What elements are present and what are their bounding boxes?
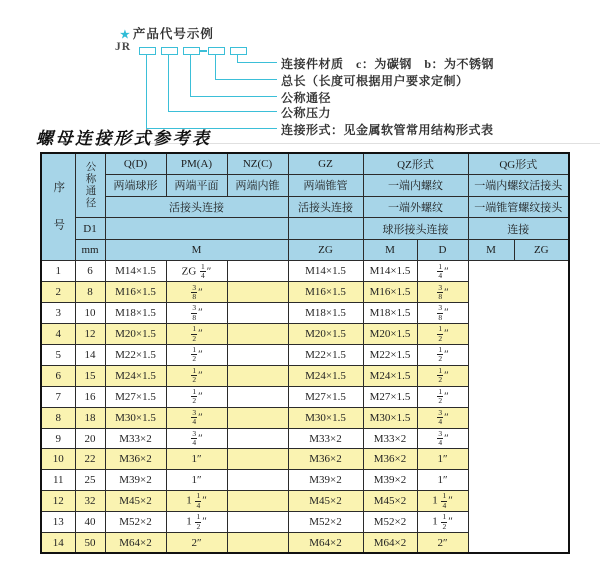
cell-m: M36×2	[105, 449, 166, 470]
cell-qz-m	[227, 512, 288, 533]
cell-zg: 1 $\frac{1}{2}$ ″	[166, 512, 227, 533]
header-gz-type: 两端锥管	[288, 175, 363, 197]
cell-m: M30×1.5	[105, 407, 166, 428]
cell-seq: 6	[41, 365, 75, 386]
connector-line	[215, 54, 216, 79]
connector-line	[168, 54, 169, 111]
cell-m: M22×1.5	[105, 345, 166, 366]
diagram-heading-text: 产品代号示例	[132, 27, 214, 41]
cell-seq: 12	[41, 491, 75, 512]
cell-qz-m	[227, 491, 288, 512]
cell-zg: $\frac{1}{2}$ ″	[166, 324, 227, 345]
cell-m: M14×1.5	[105, 261, 166, 282]
cell-qg-m: M18×1.5	[363, 303, 417, 324]
cell-qz-d: M33×2	[288, 428, 363, 449]
cell-dn: 32	[75, 491, 105, 512]
cell-seq: 5	[41, 345, 75, 366]
cell-qz-m	[227, 303, 288, 324]
cell-zg: $\frac{1}{2}$ ″	[166, 365, 227, 386]
header-qz-type2: 一端外螺纹	[363, 196, 468, 218]
cell-seq: 11	[41, 470, 75, 491]
connector-line	[190, 96, 277, 97]
cell-dn: 20	[75, 428, 105, 449]
cell-qz-d: M52×2	[288, 512, 363, 533]
table-row	[41, 282, 569, 303]
cell-qg-zg: $\frac{3}{8}$ ″	[417, 282, 468, 303]
cell-seq: 7	[41, 386, 75, 407]
header-pm: PM(A)	[166, 153, 227, 175]
cell-m: M33×2	[105, 428, 166, 449]
cell-qz-m	[227, 470, 288, 491]
cell-qg-zg: $\frac{1}{2}$ ″	[417, 324, 468, 345]
header-m-thread: M	[105, 239, 288, 261]
code-legend-item: 连接件材质 c：为碳钢 b：为不锈钢	[281, 57, 495, 71]
table-row	[41, 407, 569, 428]
header-dn: 公称通径	[75, 153, 105, 218]
table-row	[41, 491, 569, 512]
header-gz-connection: 活接头连接	[288, 196, 363, 218]
cell-dn: 22	[75, 449, 105, 470]
header-qz-type1: 一端内螺纹	[363, 175, 468, 197]
cell-qg-zg: $\frac{3}{4}$ ″	[417, 428, 468, 449]
cell-qg-m: M27×1.5	[363, 386, 417, 407]
connector-line	[237, 62, 277, 63]
page-title: 螺母连接形式参考表	[36, 129, 212, 148]
cell-qg-zg: $\frac{3}{8}$ ″	[417, 303, 468, 324]
cell-dn: 16	[75, 386, 105, 407]
cell-qz-d: M14×1.5	[288, 261, 363, 282]
cell-dn: 14	[75, 345, 105, 366]
cell-qz-d: M27×1.5	[288, 386, 363, 407]
cell-qz-d: M45×2	[288, 491, 363, 512]
cell-qz-d: M18×1.5	[288, 303, 363, 324]
cell-qz-d: M30×1.5	[288, 407, 363, 428]
connector-line	[237, 54, 238, 62]
header-qg-type2: 一端锥管螺纹接头	[468, 196, 569, 218]
cell-dn: 15	[75, 365, 105, 386]
table-row	[41, 533, 569, 554]
cell-qz-d: M24×1.5	[288, 365, 363, 386]
cell-zg: 1″	[166, 470, 227, 491]
header-gz: GZ	[288, 153, 363, 175]
cell-seq: 10	[41, 449, 75, 470]
code-box	[161, 47, 178, 55]
header-nz-type: 两端内锥	[227, 175, 288, 197]
connector-line	[190, 54, 191, 96]
cell-seq: 3	[41, 303, 75, 324]
cell-qz-d: M16×1.5	[288, 282, 363, 303]
cell-qg-zg: 2″	[417, 533, 468, 554]
cell-dn: 8	[75, 282, 105, 303]
cell-zg: 1 $\frac{1}{4}$ ″	[166, 491, 227, 512]
code-box	[183, 47, 200, 55]
table-row	[41, 470, 569, 491]
cell-qz-d: M64×2	[288, 533, 363, 554]
cell-dn: 12	[75, 324, 105, 345]
cell-qg-m: M20×1.5	[363, 324, 417, 345]
header-qz-m: M	[363, 239, 417, 261]
cell-qg-m: M52×2	[363, 512, 417, 533]
cell-seq: 9	[41, 428, 75, 449]
code-legend-item: 连接形式：见金属软管常用结构形式表	[281, 123, 494, 137]
header-empty	[288, 218, 363, 240]
header-mm: mm	[75, 239, 105, 261]
cell-qz-m	[227, 407, 288, 428]
code-legend-item: 公称通径	[281, 91, 332, 105]
table-row	[41, 449, 569, 470]
header-empty	[105, 218, 288, 240]
cell-qg-m: M64×2	[363, 533, 417, 554]
cell-qg-m: M24×1.5	[363, 365, 417, 386]
cell-qz-m	[227, 365, 288, 386]
cell-qz-m	[227, 428, 288, 449]
star-icon: ★	[120, 29, 131, 41]
cell-qg-m: M14×1.5	[363, 261, 417, 282]
cell-zg: $\frac{1}{2}$ ″	[166, 345, 227, 366]
table-header	[41, 153, 569, 261]
code-prefix: JR	[115, 41, 132, 53]
header-qg-form: QG形式	[468, 153, 569, 175]
table-row	[41, 345, 569, 366]
code-box	[230, 47, 247, 55]
cell-seq: 4	[41, 324, 75, 345]
cell-qg-m: M36×2	[363, 449, 417, 470]
cell-zg: ZG $\frac{1}{4}$ ″	[166, 261, 227, 282]
cell-m: M27×1.5	[105, 386, 166, 407]
code-dash	[199, 50, 207, 52]
cell-seq: 13	[41, 512, 75, 533]
cell-qg-zg: $\frac{1}{4}$ ″	[417, 261, 468, 282]
cell-dn: 18	[75, 407, 105, 428]
cell-seq: 2	[41, 282, 75, 303]
cell-m: M39×2	[105, 470, 166, 491]
cell-qz-m	[227, 324, 288, 345]
diagram-heading	[120, 24, 214, 42]
cell-zg: $\frac{3}{4}$ ″	[166, 428, 227, 449]
connector-line	[168, 111, 277, 112]
cell-qz-d: M22×1.5	[288, 345, 363, 366]
cell-m: M20×1.5	[105, 324, 166, 345]
cell-qg-zg: $\frac{1}{2}$ ″	[417, 386, 468, 407]
cell-dn: 50	[75, 533, 105, 554]
cell-seq: 1	[41, 261, 75, 282]
cell-m: M24×1.5	[105, 365, 166, 386]
cell-seq: 14	[41, 533, 75, 554]
cell-qz-m	[227, 533, 288, 554]
cell-qg-m: M33×2	[363, 428, 417, 449]
cell-qz-m	[227, 345, 288, 366]
header-q: Q(D)	[105, 153, 166, 175]
header-union-connection: 活接头连接	[105, 196, 288, 218]
header-nz: NZ(C)	[227, 153, 288, 175]
table-row	[41, 303, 569, 324]
header-seq: 序号	[41, 153, 75, 261]
header-qg-m: M	[468, 239, 514, 261]
cell-qg-zg: 1″	[417, 449, 468, 470]
cell-qz-d: M20×1.5	[288, 324, 363, 345]
connector-line	[146, 54, 147, 128]
code-legend-item: 总长（长度可根据用户要求定制）	[281, 74, 469, 88]
header-qg-zg: ZG	[514, 239, 569, 261]
cell-qg-m: M22×1.5	[363, 345, 417, 366]
cell-qz-m	[227, 282, 288, 303]
table-row	[41, 365, 569, 386]
cell-m: M52×2	[105, 512, 166, 533]
table-row	[41, 386, 569, 407]
cell-qg-zg: $\frac{3}{4}$ ″	[417, 407, 468, 428]
connector-line	[215, 79, 277, 80]
cell-zg: $\frac{3}{8}$ ″	[166, 303, 227, 324]
cell-dn: 25	[75, 470, 105, 491]
cell-qz-m	[227, 261, 288, 282]
cell-dn: 10	[75, 303, 105, 324]
cell-qg-m: M39×2	[363, 470, 417, 491]
cell-dn: 6	[75, 261, 105, 282]
cell-zg: $\frac{3}{8}$ ″	[166, 282, 227, 303]
table-row	[41, 324, 569, 345]
header-zg-thread: ZG	[288, 239, 363, 261]
cell-qz-m	[227, 386, 288, 407]
cell-m: M45×2	[105, 491, 166, 512]
table-body	[41, 261, 569, 553]
table-row	[41, 261, 569, 282]
cell-qg-m: M16×1.5	[363, 282, 417, 303]
table-row	[41, 512, 569, 533]
code-box	[208, 47, 225, 55]
cell-dn: 40	[75, 512, 105, 533]
cell-qz-m	[227, 449, 288, 470]
cell-zg: 1″	[166, 449, 227, 470]
code-box	[139, 47, 156, 55]
cell-qg-zg: $\frac{1}{2}$ ″	[417, 345, 468, 366]
header-qz-connection: 球形接头连接	[363, 218, 468, 240]
cell-m: M18×1.5	[105, 303, 166, 324]
cell-qz-d: M36×2	[288, 449, 363, 470]
cell-seq: 8	[41, 407, 75, 428]
cell-qg-m: M30×1.5	[363, 407, 417, 428]
header-q-type: 两端球形	[105, 175, 166, 197]
cell-zg: $\frac{1}{2}$ ″	[166, 386, 227, 407]
cell-qg-zg: 1″	[417, 470, 468, 491]
table-row	[41, 428, 569, 449]
cell-zg: 2″	[166, 533, 227, 554]
cell-qz-d: M39×2	[288, 470, 363, 491]
cell-qg-zg: 1 $\frac{1}{4}$ ″	[417, 491, 468, 512]
cell-qg-m: M45×2	[363, 491, 417, 512]
header-pm-type: 两端平面	[166, 175, 227, 197]
cell-zg: $\frac{3}{4}$ ″	[166, 407, 227, 428]
code-legend-item: 公称压力	[281, 106, 332, 120]
cell-m: M64×2	[105, 533, 166, 554]
header-qz-form: QZ形式	[363, 153, 468, 175]
reference-table	[40, 152, 570, 554]
cell-qg-zg: $\frac{1}{2}$ ″	[417, 365, 468, 386]
header-qz-d: D	[417, 239, 468, 261]
header-d1: D1	[75, 218, 105, 240]
header-qg-connection: 连接	[468, 218, 569, 240]
cell-qg-zg: 1 $\frac{1}{2}$ ″	[417, 512, 468, 533]
cell-m: M16×1.5	[105, 282, 166, 303]
header-qg-type1: 一端内螺纹活接头	[468, 175, 569, 197]
